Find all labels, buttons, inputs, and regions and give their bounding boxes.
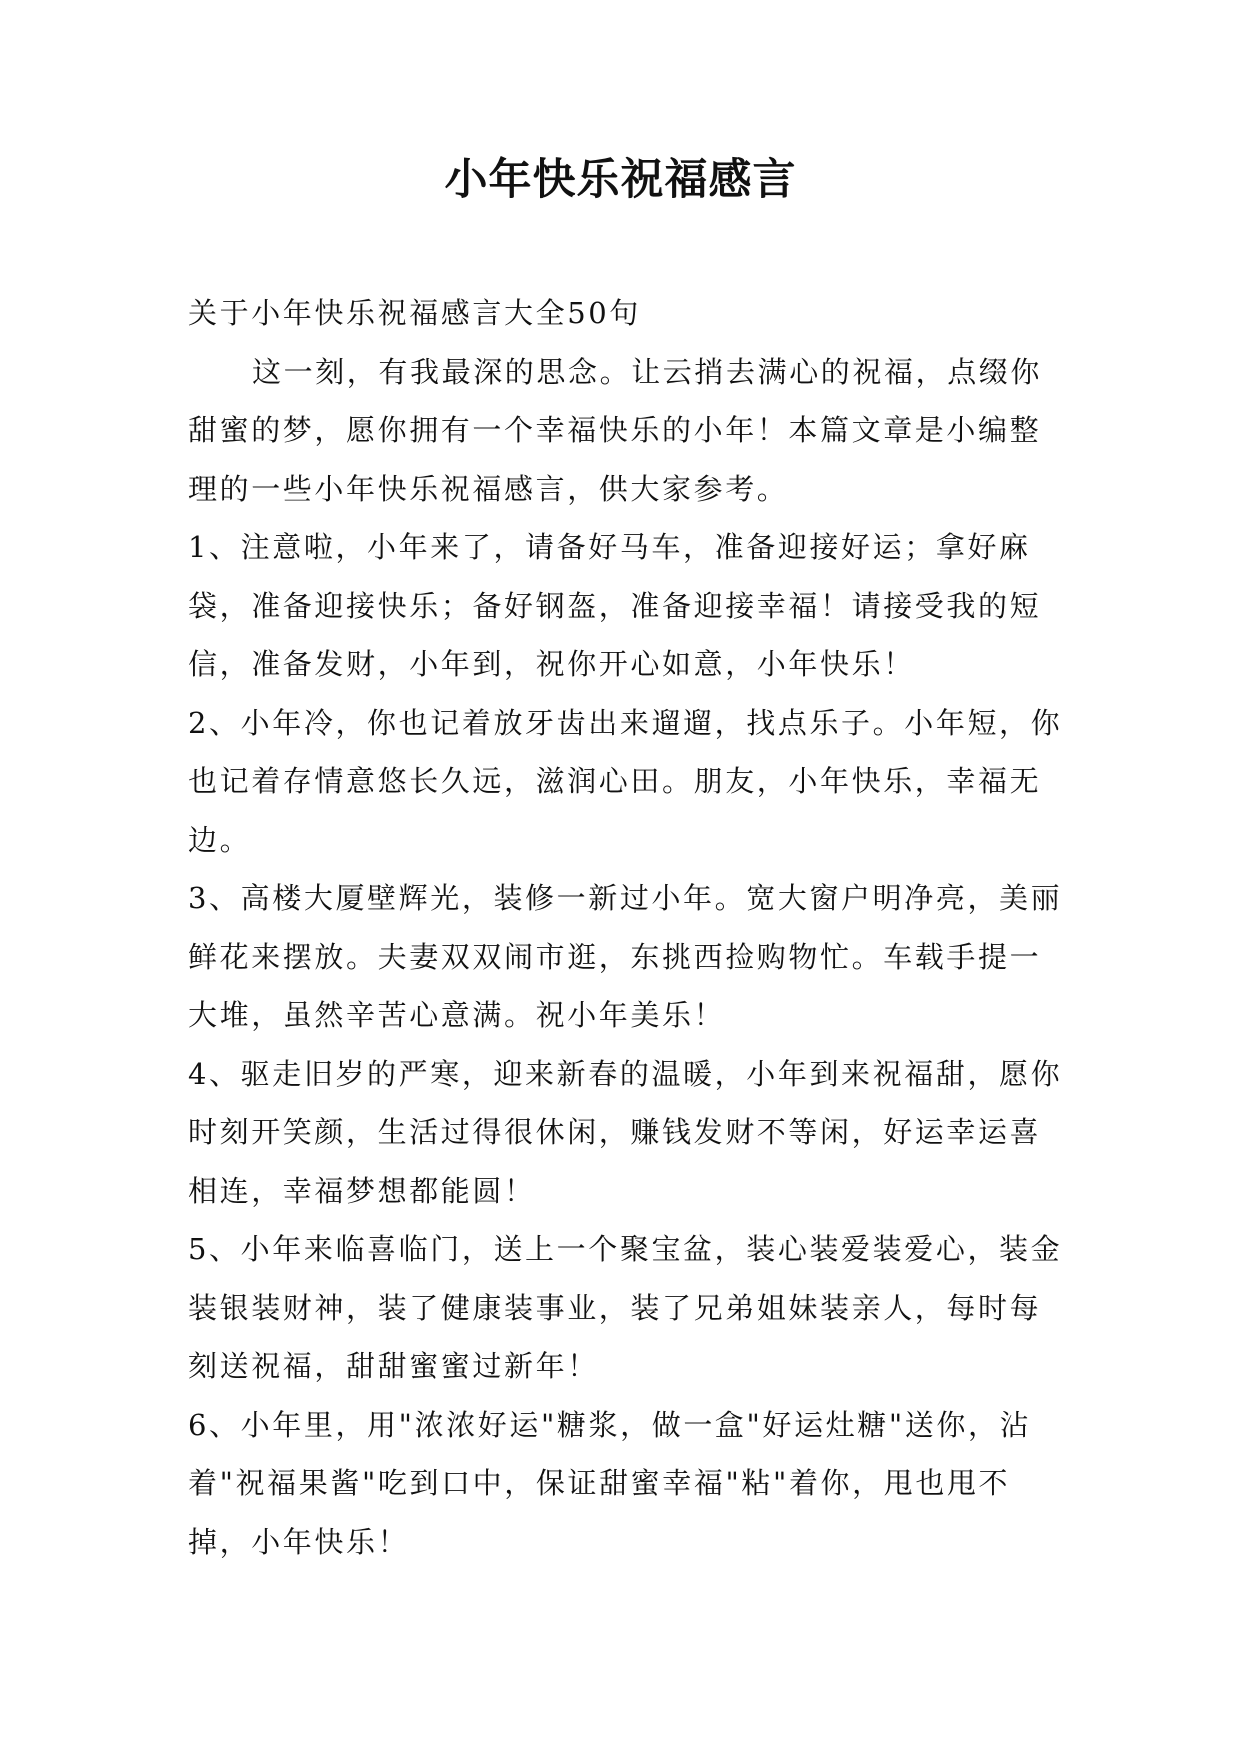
blessing-item-6: 6、小年里，用"浓浓好运"糖浆，做一盒"好运灶糖"送你，沾着"祝福果酱"吃到口中，保证甜蜜幸福"粘"着你，甩也甩不掉，小年快乐！ [188, 1407, 1032, 1559]
document-body [188, 284, 1068, 1571]
blessing-item-2: 2、小年冷，你也记着放牙齿出来遛遛，找点乐子。小年短，你也记着存情意悠长久远，滋润心田。朋友，小年快乐，幸福无边。 [188, 705, 1063, 857]
blessing-item-5: 5、小年来临喜临门，送上一个聚宝盆，装心装爱装爱心，装金装银装财神，装了健康装事业，装了兄弟姐妹装亲人，每时每刻送祝福，甜甜蜜蜜过新年！ [188, 1232, 1063, 1383]
document-title: 小年快乐祝福感言 [444, 155, 797, 205]
document-subtitle: 关于小年快乐祝福感言大全50句 [188, 296, 641, 330]
intro-paragraph: 这一刻，有我最深的思念。让云捎去满心的祝福，点缀你甜蜜的梦，愿你拥有一个幸福快乐的小年！本篇文章是小编整理的一些小年快乐祝福感言，供大家参考。 [188, 354, 1043, 506]
blessing-item-1: 1、注意啦，小年来了，请备好马车，准备迎接好运；拿好麻袋，准备迎接快乐；备好钢盔，准备迎接幸福！请接受我的短信，准备发财，小年到，祝你开心如意，小年快乐！ [188, 530, 1042, 681]
blessing-item-4: 4、驱走旧岁的严寒，迎来新春的温暖，小年到来祝福甜，愿你时刻开笑颜，生活过得很休闲，赚钱发财不等闲，好运幸运喜相连，幸福梦想都能圆！ [188, 1056, 1063, 1208]
blessing-item-3: 3、高楼大厦壁辉光，装修一新过小年。宽大窗户明净亮，美丽鲜花来摆放。夫妻双双闹市逛，东挑西捡购物忙。车载手提一大堆，虽然辛苦心意满。祝小年美乐！ [188, 881, 1063, 1032]
